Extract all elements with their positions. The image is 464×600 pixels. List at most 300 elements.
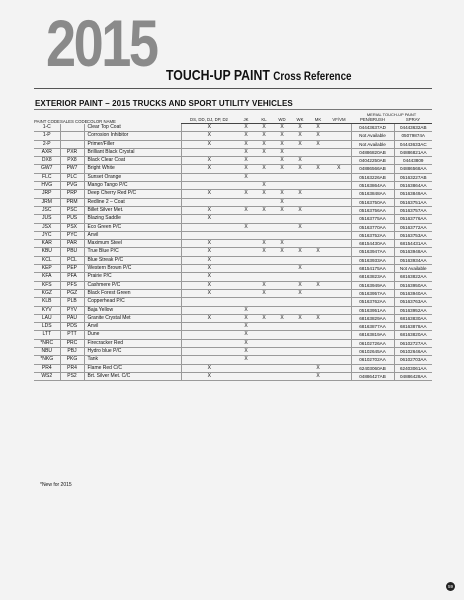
table-row: [34, 306, 432, 314]
model-mark-cell: X: [298, 289, 302, 296]
paint-code-cell: HVG: [41, 182, 53, 189]
pen-brush-cell: 68163819AA: [351, 331, 394, 339]
spray-cell: 68154431AA: [394, 240, 432, 248]
col-pen-brush: PEN/BRUSH: [351, 117, 394, 124]
model-mark-cell: X: [316, 372, 320, 379]
paint-code-cell: AXR: [41, 148, 52, 155]
model-mark-cell: X: [244, 157, 248, 164]
model-mark-cell: X: [181, 165, 237, 173]
model-mark-cell: [327, 289, 351, 297]
model-mark-cell: [291, 231, 309, 239]
spray-cell: 05163751AA: [394, 198, 432, 206]
model-mark-cell: X: [298, 140, 302, 147]
paint-code-cell: 1-C: [42, 123, 51, 130]
sales-code-cell: PW7: [60, 165, 84, 173]
model-mark-cell: [273, 215, 291, 223]
sales-code-cell: PBJ: [60, 348, 84, 356]
spray-cell: 68163820AA: [394, 331, 432, 339]
color-name-cell: Corrosion Inhibitor: [84, 132, 181, 140]
table-row: [34, 132, 432, 140]
model-mark-cell: [273, 331, 291, 339]
sales-code-cell: PFS: [60, 281, 84, 289]
top-divider: [34, 88, 432, 89]
color-name-cell: Brilliant Black Crystal: [84, 148, 181, 156]
color-name-cell: Hydro blue P/C: [84, 348, 181, 356]
sales-code-cell: PLC: [60, 173, 84, 181]
model-mark-cell: [327, 231, 351, 239]
color-name-cell: Copperhead P/C: [84, 298, 181, 306]
pen-brush-cell: 05163864AA: [351, 182, 394, 190]
color-name-cell: Maximum Steel: [84, 240, 181, 248]
spray-cell: 05079874A: [394, 132, 432, 140]
paint-code-cell: KFA: [42, 273, 52, 280]
model-mark-cell: [309, 198, 327, 206]
model-mark-cell: [327, 173, 351, 181]
model-mark-cell: [327, 248, 351, 256]
paint-code-cell: KFS: [41, 281, 52, 288]
model-mark-cell: [327, 182, 351, 190]
spray-cell: 04886568AA: [394, 165, 432, 173]
color-name-cell: Sunset Orange: [84, 173, 181, 181]
sales-code-cell: PDS: [60, 323, 84, 331]
model-mark-cell: [309, 339, 327, 347]
pen-brush-cell: Not Available: [351, 132, 394, 140]
spray-cell: 68163830AA: [394, 314, 432, 322]
table-row: [34, 182, 432, 190]
col-model: MK: [309, 117, 327, 124]
model-mark-cell: [181, 148, 237, 156]
model-mark-cell: X: [298, 165, 302, 172]
model-mark-cell: X: [298, 124, 302, 130]
model-mark-cell: X: [298, 157, 302, 164]
paint-code-cell: LAU: [41, 314, 52, 321]
paint-code-cell: 2-P: [42, 140, 51, 147]
model-mark-cell: [237, 231, 255, 239]
paint-code-cell: KBU: [41, 248, 52, 255]
paint-code-cell: LTT: [42, 331, 52, 338]
pen-brush-cell: 68163877AA: [351, 323, 394, 331]
model-mark-cell: X: [316, 248, 320, 255]
sales-code-cell: PBU: [60, 248, 84, 256]
spray-cell: 04886821AA: [394, 148, 432, 156]
col-color-name: COLOR NAME: [87, 118, 116, 124]
model-mark-cell: [291, 323, 309, 331]
model-mark-cell: [255, 364, 273, 372]
paint-code-cell: JRM: [41, 198, 52, 205]
sales-code-cell: PX8: [60, 157, 84, 165]
model-mark-cell: [291, 364, 309, 372]
pen-brush-cell: 06102702AA: [351, 356, 394, 364]
paint-code-cell: KYV: [41, 306, 52, 313]
model-mark-cell: X: [280, 124, 284, 130]
model-mark-cell: [327, 190, 351, 198]
model-mark-cell: [273, 173, 291, 181]
col-model: JK: [237, 117, 255, 124]
model-mark-cell: [237, 182, 255, 190]
model-mark-cell: [309, 223, 327, 231]
spray-cell: 68163878AA: [394, 323, 432, 331]
table-row: [34, 323, 432, 331]
model-mark-cell: [309, 240, 327, 248]
model-mark-cell: [255, 157, 273, 165]
model-mark-cell: [273, 289, 291, 297]
color-name-cell: Anvil: [84, 323, 181, 331]
color-name-cell: Eco Green P/C: [84, 223, 181, 231]
model-mark-cell: X: [181, 140, 237, 148]
model-mark-cell: X: [262, 248, 266, 255]
model-mark-cell: X: [316, 140, 320, 147]
table-row: [34, 289, 432, 297]
model-mark-cell: [273, 348, 291, 356]
table-row: [34, 356, 432, 364]
model-mark-cell: [291, 273, 309, 281]
paint-code-cell: DX8: [41, 157, 52, 164]
model-mark-cell: [327, 372, 351, 380]
model-mark-cell: [291, 298, 309, 306]
pen-brush-cell: 04443637AD: [351, 124, 394, 132]
model-mark-cell: X: [298, 223, 302, 230]
model-mark-cell: [181, 356, 237, 364]
col-model: KL: [255, 117, 273, 124]
model-mark-cell: [255, 273, 273, 281]
color-name-cell: Tank: [84, 356, 181, 364]
model-mark-cell: X: [280, 157, 284, 164]
color-name-cell: Redline 2 – Coat: [84, 198, 181, 206]
model-mark-cell: [273, 182, 291, 190]
model-mark-cell: X: [181, 372, 237, 380]
model-mark-cell: [327, 281, 351, 289]
table-row: [34, 273, 432, 281]
model-mark-cell: [181, 306, 237, 314]
pen-brush-cell: 06102645AA: [351, 348, 394, 356]
model-mark-cell: [237, 273, 255, 281]
model-mark-cell: [327, 306, 351, 314]
sales-code-cell: PFA: [60, 273, 84, 281]
color-name-cell: Flame Red C/C: [84, 364, 181, 372]
model-mark-cell: X: [280, 240, 284, 247]
model-mark-cell: [309, 298, 327, 306]
model-mark-cell: X: [280, 148, 284, 155]
model-mark-cell: [255, 298, 273, 306]
col-sales-code: SALES CODE: [60, 118, 88, 124]
spray-cell: 05163952AA: [394, 306, 432, 314]
model-mark-cell: [309, 231, 327, 239]
model-mark-cell: [309, 206, 327, 214]
model-mark-cell: [273, 265, 291, 273]
sales-code-cell: PUS: [60, 215, 84, 223]
model-mark-cell: [237, 289, 255, 297]
model-mark-cell: [255, 215, 273, 223]
table-row: [34, 165, 432, 173]
pen-brush-cell: 04886427AB: [351, 372, 394, 380]
model-mark-cell: [291, 339, 309, 347]
model-mark-cell: X: [262, 140, 266, 147]
sales-code-cell: PXR: [60, 148, 84, 156]
table-row: [34, 248, 432, 256]
model-mark-cell: [327, 339, 351, 347]
table-row: [34, 231, 432, 239]
sales-code-cell: PRM: [60, 198, 84, 206]
sales-code-cell: PRP: [60, 190, 84, 198]
model-mark-cell: [273, 298, 291, 306]
color-name-cell: Blazing Saddle: [84, 215, 181, 223]
model-mark-cell: [291, 215, 309, 223]
model-mark-cell: [273, 339, 291, 347]
model-mark-cell: [273, 356, 291, 364]
model-mark-cell: X: [280, 198, 284, 205]
model-mark-cell: [237, 298, 255, 306]
color-name-cell: Billet Silver Met.: [84, 206, 181, 214]
table-row: [34, 223, 432, 231]
pen-brush-cell: 05163775AA: [351, 215, 394, 223]
model-mark-cell: [255, 348, 273, 356]
pen-brush-cell: 05163933AA: [351, 256, 394, 264]
model-mark-cell: [237, 248, 255, 256]
pen-brush-cell: 68163829AA: [351, 314, 394, 322]
table-row: [34, 256, 432, 264]
sales-code-cell: [60, 140, 84, 148]
model-mark-cell: X: [262, 182, 266, 189]
model-mark-cell: X: [244, 339, 248, 346]
table-row: [34, 124, 432, 132]
model-mark-cell: [181, 323, 237, 331]
table-row: [34, 140, 432, 148]
spray-cell: 05163864AA: [394, 182, 432, 190]
paint-code-cell: JUS: [42, 215, 52, 222]
col-model: VF/VM: [327, 117, 351, 124]
sales-code-cell: PSX: [60, 223, 84, 231]
model-mark-cell: X: [298, 248, 302, 255]
model-mark-cell: X: [181, 124, 237, 132]
model-mark-cell: X: [181, 157, 237, 165]
model-mark-cell: X: [262, 124, 266, 130]
model-mark-cell: X: [262, 240, 266, 247]
table-row: [34, 265, 432, 273]
model-mark-cell: [273, 256, 291, 264]
model-mark-cell: X: [181, 281, 237, 289]
paint-code-cell: KAR: [41, 240, 52, 247]
page-number: 59: [447, 584, 453, 589]
section-divider: [34, 109, 432, 110]
sales-code-cell: PYV: [60, 306, 84, 314]
model-mark-cell: X: [181, 256, 237, 264]
spray-cell: 05163950AA: [394, 281, 432, 289]
model-mark-cell: [291, 148, 309, 156]
table-row: [34, 240, 432, 248]
model-mark-cell: [237, 364, 255, 372]
paint-code-cell: JSC: [42, 206, 52, 213]
model-mark-cell: [327, 331, 351, 339]
model-mark-cell: X: [262, 281, 266, 288]
model-mark-cell: [291, 348, 309, 356]
pen-brush-cell: 05163752AA: [351, 231, 394, 239]
model-mark-cell: [255, 356, 273, 364]
table-row: [34, 206, 432, 214]
model-mark-cell: [291, 240, 309, 248]
color-name-cell: Black Forest Green: [84, 289, 181, 297]
sales-code-cell: PKG: [60, 356, 84, 364]
model-mark-cell: [327, 206, 351, 214]
paint-code-cell: 1-P: [42, 132, 51, 139]
model-mark-cell: X: [181, 314, 237, 322]
paint-code-cell: *NRC: [40, 339, 54, 346]
model-mark-cell: [291, 331, 309, 339]
model-mark-cell: [273, 281, 291, 289]
model-mark-cell: X: [262, 148, 266, 155]
model-mark-cell: X: [244, 148, 248, 155]
spray-cell: 05163776AA: [394, 215, 432, 223]
model-mark-cell: [327, 223, 351, 231]
model-mark-cell: [327, 364, 351, 372]
model-mark-cell: X: [262, 206, 266, 213]
model-mark-cell: [255, 256, 273, 264]
pen-brush-cell: 05163756AA: [351, 206, 394, 214]
paint-code-cell: JRP: [42, 190, 52, 197]
spray-cell: 05163934AA: [394, 256, 432, 264]
spray-cell: 05163940AA: [394, 289, 432, 297]
model-mark-cell: [327, 215, 351, 223]
pen-brush-cell: 05163750AA: [351, 198, 394, 206]
model-mark-cell: X: [298, 132, 302, 139]
model-mark-cell: X: [298, 206, 302, 213]
col-spray: SPRAY: [394, 117, 432, 124]
paint-table: [34, 112, 432, 381]
col-paint-code: PAINT CODE: [34, 118, 60, 124]
spray-cell: 06102646AA: [394, 348, 432, 356]
page-title: [166, 67, 352, 85]
model-mark-cell: X: [316, 132, 320, 139]
table-row: [34, 298, 432, 306]
model-mark-cell: X: [280, 248, 284, 255]
color-name-cell: Black Clear Coat: [84, 157, 181, 165]
model-mark-cell: [181, 331, 237, 339]
model-mark-cell: X: [181, 248, 237, 256]
model-mark-cell: X: [316, 165, 320, 172]
model-mark-cell: [255, 306, 273, 314]
model-mark-cell: X: [316, 281, 320, 288]
model-mark-cell: X: [298, 314, 302, 321]
model-mark-cell: [181, 182, 237, 190]
pen-brush-cell: 05163947AA: [351, 248, 394, 256]
pen-brush-cell: 04042250AB: [351, 157, 394, 165]
model-mark-cell: X: [244, 206, 248, 213]
model-mark-cell: X: [316, 314, 320, 321]
spray-cell: 04443633AC: [394, 140, 432, 148]
paint-code-cell: LDS: [41, 323, 52, 330]
color-name-cell: Clear Top Coat: [84, 124, 181, 132]
spray-cell: 68163822AA: [394, 273, 432, 281]
model-mark-cell: [273, 231, 291, 239]
model-mark-cell: [291, 372, 309, 380]
table-row: [34, 372, 432, 380]
model-mark-cell: [327, 124, 351, 132]
model-mark-cell: [327, 323, 351, 331]
model-mark-cell: [237, 372, 255, 380]
model-mark-cell: X: [280, 132, 284, 139]
table-row: [34, 348, 432, 356]
model-mark-cell: [309, 273, 327, 281]
col-model: WK: [291, 117, 309, 124]
color-name-cell: True Blue P/C: [84, 248, 181, 256]
table-row: [34, 331, 432, 339]
sales-code-cell: PLB: [60, 298, 84, 306]
pen-brush-cell: 05163226AB: [351, 173, 394, 181]
model-mark-cell: [255, 323, 273, 331]
sales-code-cell: [60, 124, 84, 132]
model-mark-cell: [327, 265, 351, 273]
pen-brush-cell: 05163770AA: [351, 223, 394, 231]
model-mark-cell: [327, 356, 351, 364]
spray-cell: 62403061AA: [394, 364, 432, 372]
table-row: [34, 314, 432, 322]
model-mark-cell: X: [280, 165, 284, 172]
col-model: DS, DD, DJ, DP, D2: [181, 117, 237, 124]
model-mark-cell: X: [181, 240, 237, 248]
title-sub: Cross Reference: [273, 69, 352, 83]
model-mark-cell: [255, 331, 273, 339]
paint-code-cell: *NKG: [40, 356, 54, 363]
model-mark-cell: [237, 256, 255, 264]
model-mark-cell: X: [244, 348, 248, 355]
sales-code-cell: [60, 132, 84, 140]
section-heading: EXTERIOR PAINT – 2015 TRUCKS AND SPORT UTILITY VEHICLES: [35, 99, 293, 108]
model-mark-cell: X: [280, 140, 284, 147]
model-mark-cell: [237, 198, 255, 206]
model-mark-cell: [255, 231, 273, 239]
spray-cell: 04886428AA: [394, 372, 432, 380]
spray-cell: 04443632AB: [394, 124, 432, 132]
model-mark-cell: X: [244, 223, 248, 230]
color-name-cell: Brt. Silver Met. C/C: [84, 372, 181, 380]
sales-code-cell: PRC: [60, 339, 84, 347]
pen-brush-cell: 68154430AA: [351, 240, 394, 248]
spray-cell: 05163227AB: [394, 173, 432, 181]
model-mark-cell: [309, 190, 327, 198]
model-mark-cell: X: [244, 190, 248, 197]
model-mark-cell: [327, 157, 351, 165]
model-mark-cell: X: [244, 165, 248, 172]
model-mark-cell: [255, 223, 273, 231]
model-mark-cell: X: [316, 124, 320, 130]
sales-code-cell: PS2: [60, 372, 84, 380]
col-merial-touchup: MERIAL TOUCH-UP PAINT: [366, 112, 417, 117]
paint-code-cell: KLB: [42, 298, 52, 305]
sales-code-cell: PEP: [60, 265, 84, 273]
pen-brush-cell: 68154175AA: [351, 265, 394, 273]
model-mark-cell: [181, 339, 237, 347]
table-row: [34, 339, 432, 347]
color-name-cell: Prairie P/C: [84, 273, 181, 281]
model-mark-cell: [255, 265, 273, 273]
table-row: [34, 215, 432, 223]
model-mark-cell: X: [181, 289, 237, 297]
spray-cell: 05163948AA: [394, 248, 432, 256]
model-mark-cell: [291, 256, 309, 264]
color-name-cell: Bright White: [84, 165, 181, 173]
model-mark-cell: [291, 306, 309, 314]
model-mark-cell: [273, 306, 291, 314]
paint-code-cell: JSX: [42, 223, 52, 230]
paint-code-cell: KGZ: [41, 289, 52, 296]
sales-code-cell: PVG: [60, 182, 84, 190]
sales-code-cell: PCL: [60, 256, 84, 264]
table-row: [34, 281, 432, 289]
model-mark-cell: [181, 173, 237, 181]
pen-brush-cell: Not Available: [351, 140, 394, 148]
model-mark-cell: [309, 265, 327, 273]
model-mark-cell: [255, 198, 273, 206]
model-mark-cell: X: [280, 206, 284, 213]
